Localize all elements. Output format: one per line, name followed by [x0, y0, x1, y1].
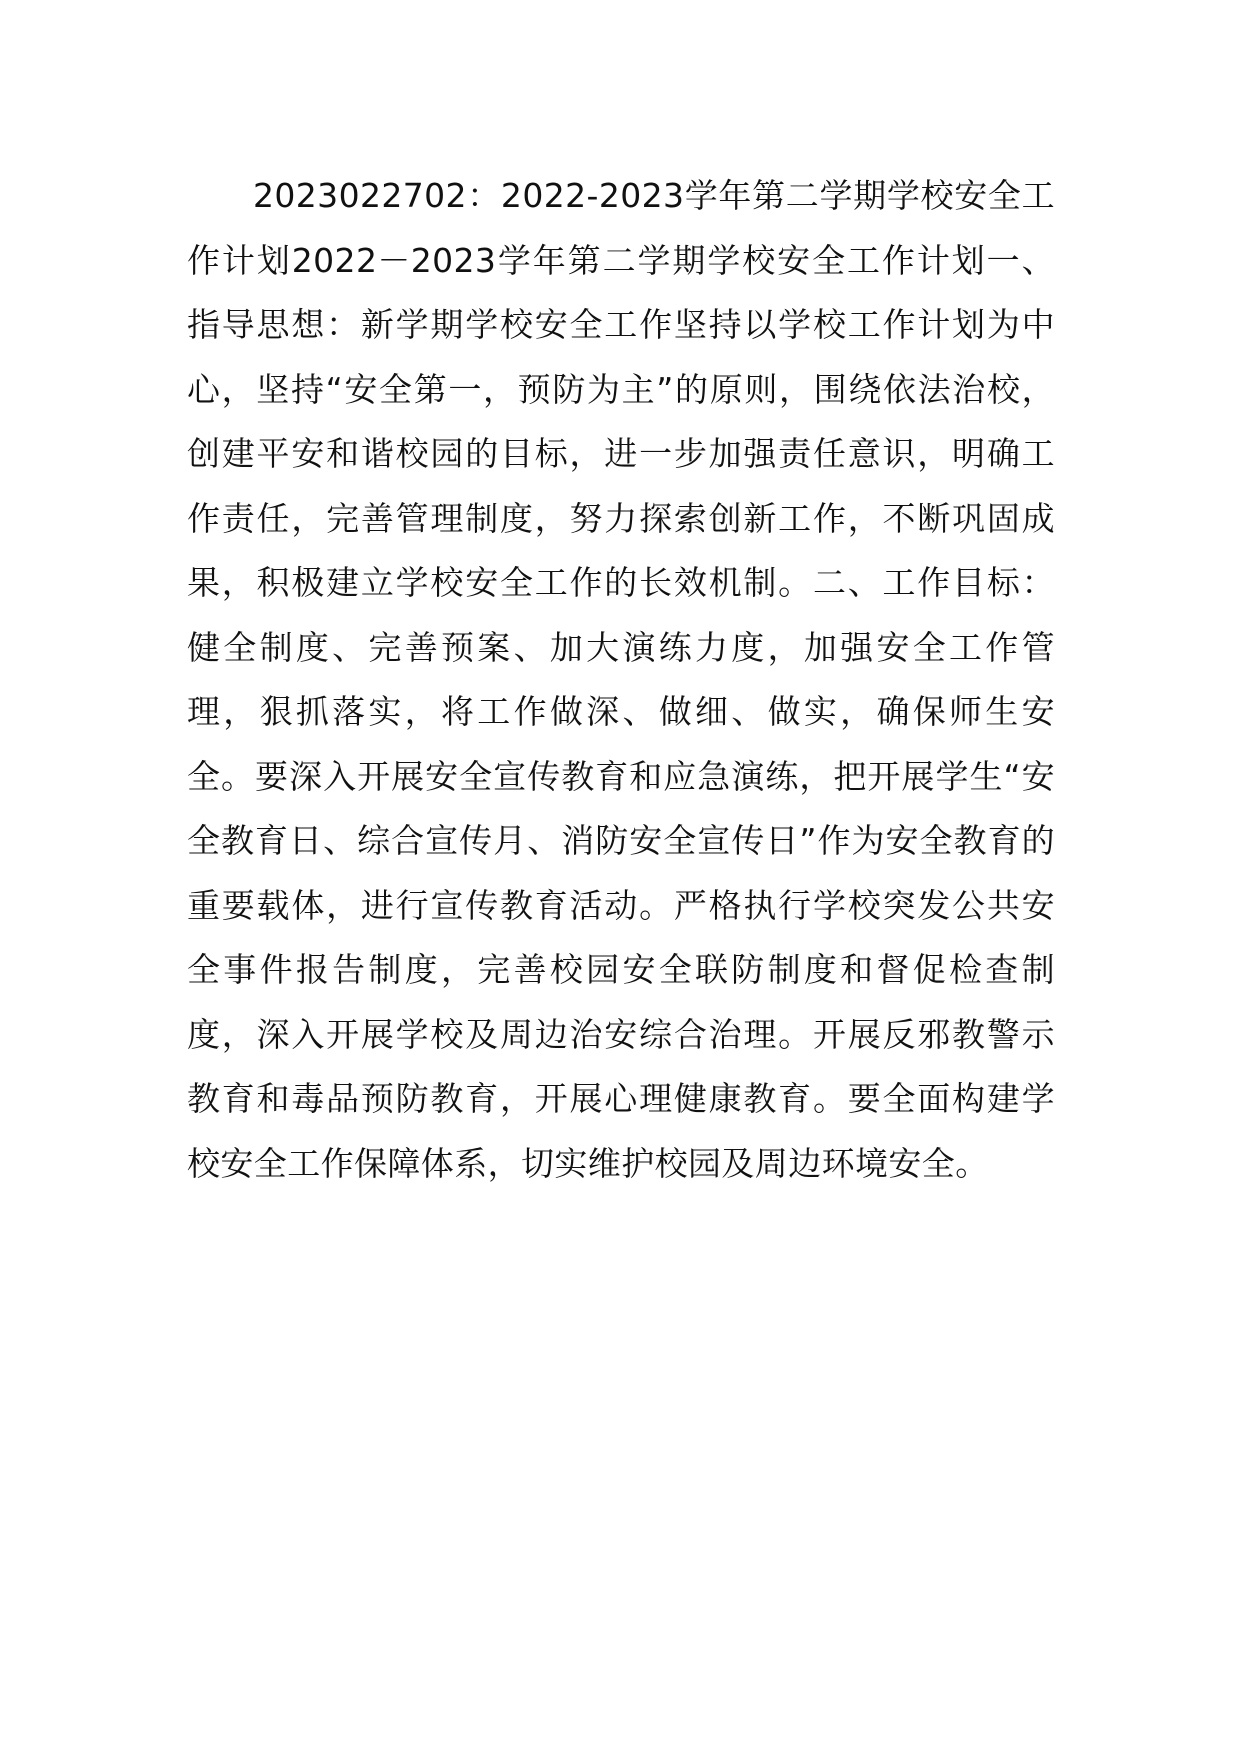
document-body-paragraph: 2023022702：2022-2023学年第二学期学校安全工作计划2022－2023学年第二学期学校安全工作计划一、指导思想：新学期学校安全工作坚持以学校工作计划为中心，坚持“安全第一，预防为主”的原则，围绕依法治校，创建平安和谐校园的目标，进一步加强责任意识，明确工作责任，完善管理制度，努力探索创新工作，不断巩固成果，积极建立学校安全工作的长效机制。二、工作目标：健全制度、完善预案、加大演练力度，加强安全工作管理，狠抓落实，将工作做深、做细、做实，确保师生安全。要深入开展安全宣传教育和应急演练，把开展学生“安全教育日、综合宣传月、消防安全宣传日”作为安全教育的重要载体，进行宣传教育活动。严格执行学校突发公共安全事件报告制度，完善校园安全联防制度和督促检查制度，深入开展学校及周边治安综合治理。开展反邪教警示教育和毒品预防教育，开展心理健康教育。要全面构建学校安全工作保障体系，切实维护校园及周边环境安全。	[187, 176, 1055, 1183]
